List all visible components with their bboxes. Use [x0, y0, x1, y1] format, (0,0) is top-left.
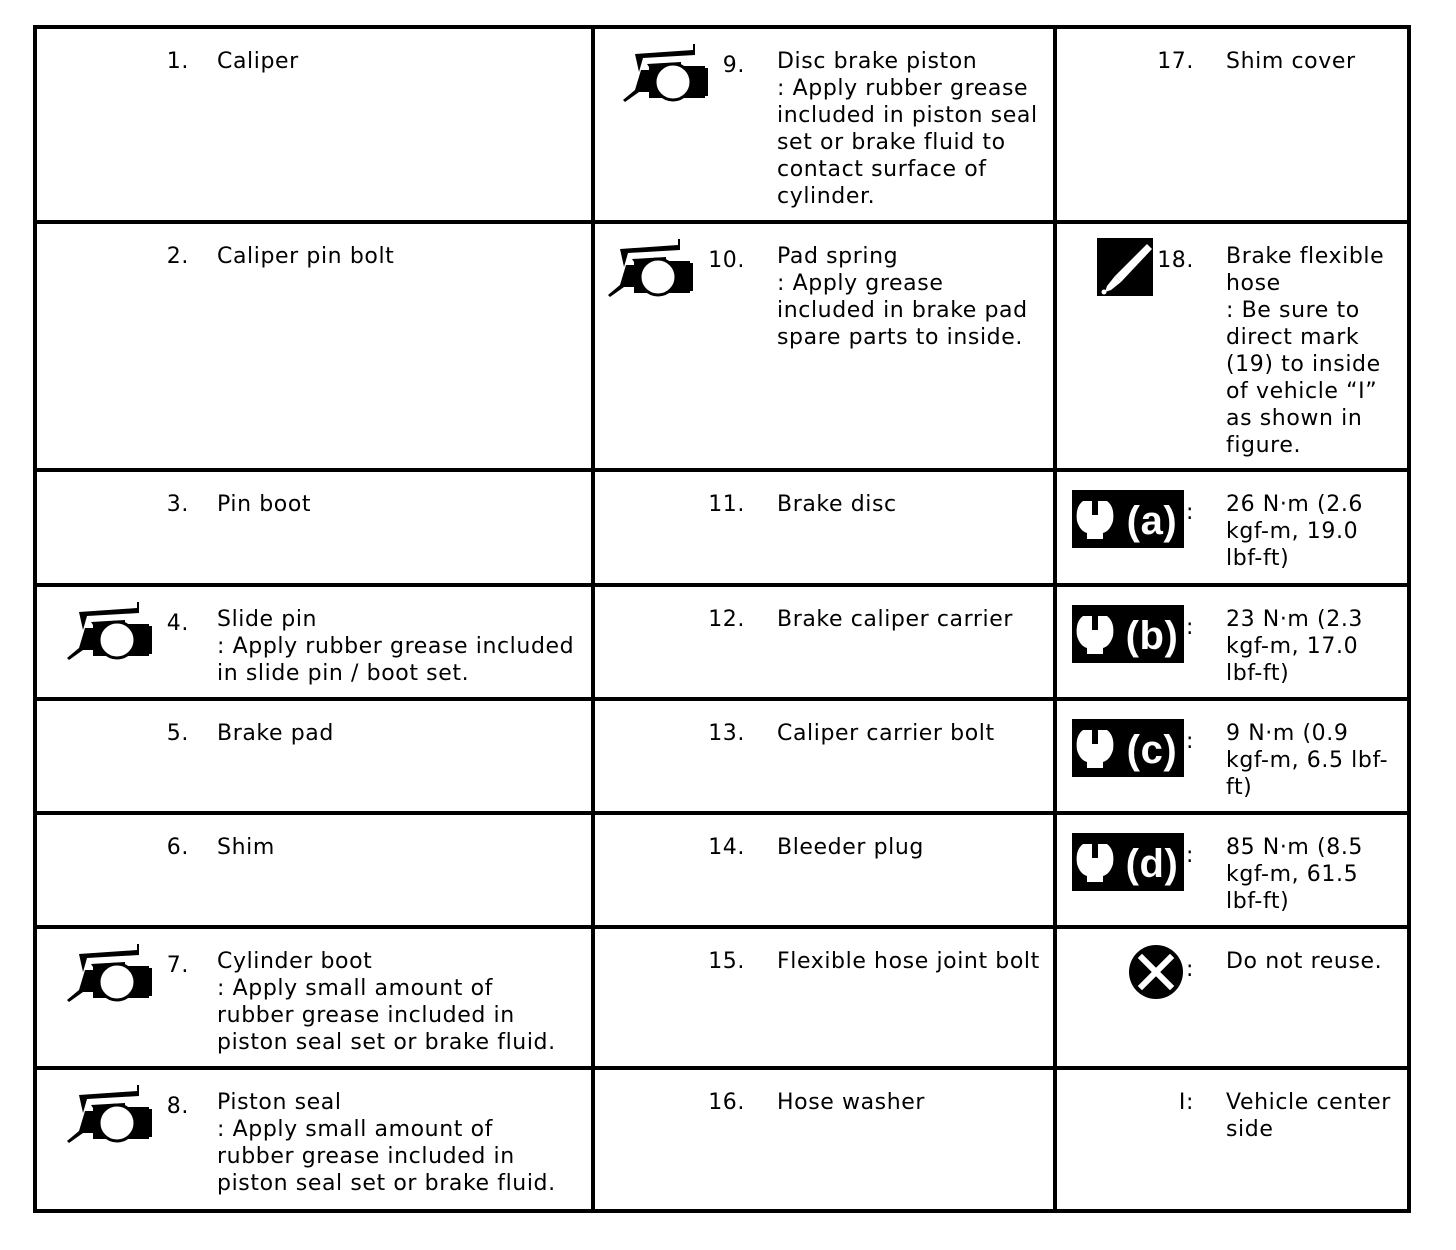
legend-row — [35, 222, 1409, 470]
torque-wrench-icon — [1072, 719, 1184, 777]
item-number: 2. — [166, 244, 189, 269]
item-number: 16. — [708, 1090, 745, 1115]
legend-cell-torque-a — [1055, 470, 1409, 585]
item-number: 1. — [166, 49, 189, 74]
item-number: 6. — [166, 835, 189, 860]
item-number: 3. — [166, 492, 189, 517]
item-title: Shim — [217, 835, 275, 860]
item-number: 4. — [166, 611, 189, 636]
item-note: : Apply rubber grease included in piston seal set or brake fluid to contact surface of cylinder. — [777, 76, 1038, 209]
item-title: Cylinder boot — [217, 949, 373, 974]
legend-cell-item-4 — [35, 585, 593, 699]
item-title: Flexible hose joint bolt — [777, 949, 1040, 974]
legend-cell-item-1 — [35, 27, 593, 222]
item-title: Pad spring — [777, 244, 899, 269]
legend-cell-torque-d — [1055, 813, 1409, 927]
legend-cell-item-14 — [593, 813, 1055, 927]
legend-cell-torque-b — [1055, 585, 1409, 699]
item-number: 7. — [166, 953, 189, 978]
item-title: Caliper carrier bolt — [777, 721, 995, 746]
vehicle-center-text: Vehicle center side — [1226, 1090, 1391, 1142]
item-number: 12. — [708, 607, 745, 632]
item-note: : Be sure to direct mark (19) to inside of vehicle “I” as shown in figure. — [1226, 298, 1381, 458]
legend-row — [35, 585, 1409, 699]
item-title: Pin boot — [217, 492, 312, 517]
legend-row — [35, 1068, 1409, 1211]
legend-cell-item-2 — [35, 222, 593, 470]
legend-cell-item-7 — [35, 927, 593, 1068]
no-reuse-text: Do not reuse. — [1226, 949, 1383, 974]
colon: : — [1185, 957, 1194, 982]
item-title: Brake caliper carrier — [777, 607, 1014, 632]
item-title: Caliper pin bolt — [217, 244, 395, 269]
legend-cell-item-8 — [35, 1068, 593, 1211]
legend-cell-item-17 — [1055, 27, 1409, 222]
item-title: Slide pin — [217, 607, 318, 632]
legend-cell-torque-c — [1055, 699, 1409, 813]
legend-cell-item-16 — [593, 1068, 1055, 1211]
legend-cell-item-10 — [593, 222, 1055, 470]
torque-value: 26 N·m (2.6 kgf-m, 19.0 lbf-ft) — [1226, 492, 1364, 571]
parts-legend-table — [33, 25, 1411, 1213]
torque-letter: (c) — [1126, 728, 1178, 772]
colon: : — [1185, 729, 1194, 754]
legend-row — [35, 470, 1409, 585]
legend-cell-item-6 — [35, 813, 593, 927]
colon: : — [1185, 843, 1194, 868]
item-title: Piston seal — [217, 1090, 342, 1115]
item-note: : Apply small amount of rubber grease included in piston seal set or brake fluid. — [217, 976, 556, 1055]
legend-cell-item-9 — [593, 27, 1055, 222]
item-number: 9. — [722, 53, 745, 78]
item-number: 11. — [708, 492, 745, 517]
legend-row — [35, 927, 1409, 1068]
item-number: 14. — [708, 835, 745, 860]
legend-cell-item-15 — [593, 927, 1055, 1068]
legend-cell-item-12 — [593, 585, 1055, 699]
torque-wrench-icon — [1072, 833, 1184, 891]
item-note: : Apply small amount of rubber grease included in piston seal set or brake fluid. — [217, 1117, 556, 1196]
item-title: Brake flexible hose — [1226, 244, 1385, 296]
torque-letter: (d) — [1125, 842, 1179, 886]
legend-cell-vehicle-center — [1055, 1068, 1409, 1211]
torque-letter: (b) — [1125, 614, 1179, 658]
legend-row — [35, 27, 1409, 222]
torque-letter: (a) — [1126, 499, 1178, 543]
item-number: 15. — [708, 949, 745, 974]
torque-value: 85 N·m (8.5 kgf-m, 61.5 lbf-ft) — [1226, 835, 1364, 914]
legend-cell-item-3 — [35, 470, 593, 585]
legend-cell-item-5 — [35, 699, 593, 813]
colon: : — [1185, 500, 1194, 525]
item-title: Hose washer — [777, 1090, 926, 1115]
item-title: Bleeder plug — [777, 835, 924, 860]
grease-icon — [65, 602, 165, 660]
legend-row — [35, 699, 1409, 813]
grease-icon — [65, 1085, 165, 1143]
item-number: 17. — [1157, 49, 1194, 74]
item-number: 18. — [1157, 248, 1194, 273]
item-title: Caliper — [217, 49, 299, 74]
grease-icon — [65, 944, 165, 1002]
legend-row — [35, 813, 1409, 927]
item-number: 13. — [708, 721, 745, 746]
torque-wrench-icon — [1072, 490, 1184, 548]
item-title: Shim cover — [1226, 49, 1356, 74]
brake-fluid-brush-icon — [1097, 238, 1153, 296]
item-number: 10. — [708, 248, 745, 273]
item-number: 8. — [166, 1094, 189, 1119]
legend-cell-item-13 — [593, 699, 1055, 813]
item-title: Brake disc — [777, 492, 897, 517]
item-title: Disc brake piston — [777, 49, 978, 74]
torque-value: 9 N·m (0.9 kgf-m, 6.5 lbf-ft) — [1226, 721, 1389, 800]
item-number: 5. — [166, 721, 189, 746]
legend-cell-no-reuse — [1055, 927, 1409, 1068]
legend-cell-item-18 — [1055, 222, 1409, 470]
do-not-reuse-icon — [1128, 944, 1184, 1000]
torque-value: 23 N·m (2.3 kgf-m, 17.0 lbf-ft) — [1226, 607, 1364, 686]
vehicle-center-label: I: — [1178, 1090, 1194, 1115]
colon: : — [1185, 615, 1194, 640]
item-title: Brake pad — [217, 721, 334, 746]
item-note: : Apply rubber grease included in slide pin / boot set. — [217, 634, 575, 686]
torque-wrench-icon — [1072, 605, 1184, 663]
item-note: : Apply grease included in brake pad spare parts to inside. — [777, 271, 1028, 350]
grease-icon — [621, 44, 721, 102]
legend-cell-item-11 — [593, 470, 1055, 585]
grease-icon — [606, 239, 706, 297]
